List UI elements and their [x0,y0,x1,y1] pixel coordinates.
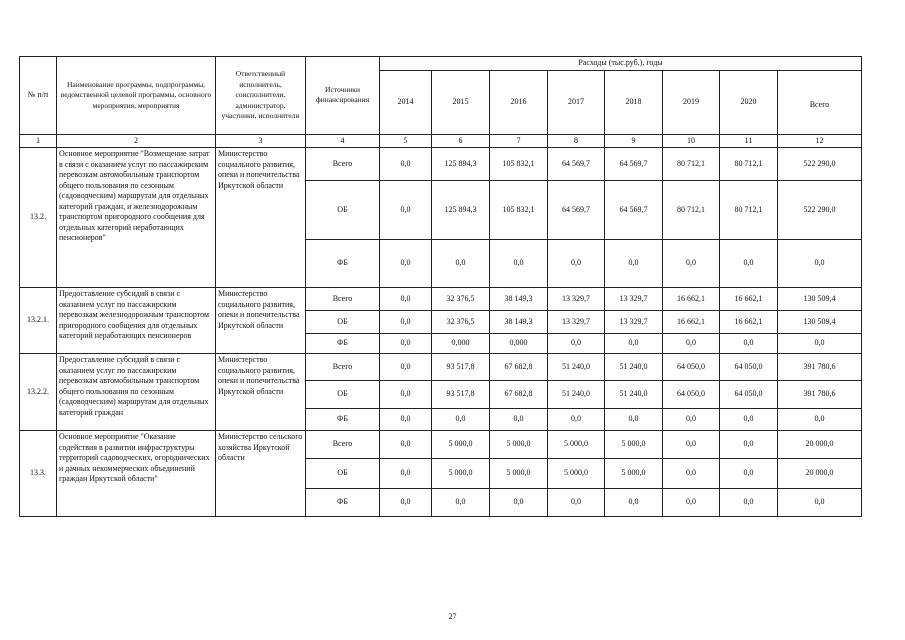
header-num: № п/п [20,57,57,135]
item-executor: Министерство социального развития, опеки и попечительства Иркутской области [216,288,306,354]
header-executor: Ответственный исполнитель, соисполнители, администратор, участники, исполнители [216,57,306,135]
year-value: 0,0 [490,489,548,517]
header-year: 2020 [720,70,778,134]
funding-source: ОБ [306,381,380,409]
year-value: 64 569,7 [605,181,663,240]
year-value: 80 712,1 [720,148,778,181]
total-value: 0,0 [778,409,862,431]
year-value: 105 832,1 [490,181,548,240]
column-number: 6 [432,134,490,148]
year-value: 0,0 [432,240,490,288]
total-value: 391 780,6 [778,381,862,409]
total-value: 0,0 [778,334,862,354]
year-value: 13 329,7 [605,311,663,334]
year-value: 5 000,0 [548,459,605,489]
year-value: 0,0 [720,240,778,288]
header-year: 2017 [548,70,605,134]
year-value: 13 329,7 [605,288,663,311]
year-value: 5 000,0 [548,431,605,459]
total-value: 522 290,0 [778,148,862,181]
year-value: 93 517,8 [432,354,490,381]
total-value: 130 509,4 [778,311,862,334]
item-number: 13.2.1. [20,288,57,354]
column-number: 9 [605,134,663,148]
year-value: 0,0 [720,459,778,489]
year-value: 64 569,7 [548,148,605,181]
item-name: Предоставление субсидий в связи с оказанием услуг по пассажирским перевозкам железнодорожным транспортом пригородного сообщения для отдельных категорий неработающих пенсионеров [57,288,216,354]
total-value: 20 000,0 [778,459,862,489]
year-value: 0,0 [380,354,432,381]
funding-source: Всего [306,354,380,381]
year-value: 64 569,7 [548,181,605,240]
header-year: 2018 [605,70,663,134]
year-value: 0,0 [380,288,432,311]
year-value: 0,0 [432,409,490,431]
year-value: 80 712,1 [663,181,720,240]
year-value: 64 050,0 [720,354,778,381]
table-row [20,148,862,181]
year-value: 0,0 [548,489,605,517]
item-number: 13.2.2. [20,354,57,431]
funding-source: ОБ [306,459,380,489]
year-value: 38 149,3 [490,288,548,311]
column-number: 11 [720,134,778,148]
year-value: 0,0 [663,240,720,288]
header-year: 2015 [432,70,490,134]
year-value: 5 000,0 [432,431,490,459]
year-value: 0,0 [548,409,605,431]
year-value: 0,0 [380,311,432,334]
column-number: 4 [306,134,380,148]
funding-source: Всего [306,288,380,311]
year-value: 64 050,0 [720,381,778,409]
column-number: 2 [57,134,216,148]
table-header [20,57,862,148]
year-value: 51 240,0 [605,354,663,381]
year-value: 0,0 [432,489,490,517]
item-name: Основное мероприятие "Возмещение затрат в связи с оказанием услуг по пассажирским перевозкам автомобильным транспортом общего пользования по сезонным (садоводческим) маршрутам для отдельных категорий граждан, и железнодорожным транспортом пригородного сообщения для отдельных категорий неработающих пенсионеров" [57,148,216,288]
header-name: Наименование программы, подпрограммы, ведомственной целевой программы, основного мероприятия, мероприятия [57,57,216,135]
year-value: 5 000,0 [490,431,548,459]
year-value: 0,0 [663,409,720,431]
funding-source: ФБ [306,240,380,288]
year-value: 67 682,8 [490,354,548,381]
year-value: 0,0 [605,409,663,431]
total-value: 0,0 [778,240,862,288]
year-value: 0,0 [380,431,432,459]
item-executor: Министерство социального развития, опеки и попечительства Иркутской области [216,354,306,431]
year-value: 0,0 [380,489,432,517]
year-value: 0,0 [380,459,432,489]
column-number: 12 [778,134,862,148]
year-value: 32 376,5 [432,288,490,311]
item-executor: Министерство социального развития, опеки и попечительства Иркутской области [216,148,306,288]
year-value: 5 000,0 [490,459,548,489]
year-value: 0,0 [605,334,663,354]
column-numbers-row [20,134,862,148]
year-value: 0,0 [605,489,663,517]
year-value: 38 149,3 [490,311,548,334]
year-value: 5 000,0 [605,459,663,489]
item-number: 13.2. [20,148,57,288]
year-value: 0,0 [380,181,432,240]
total-value: 0,0 [778,489,862,517]
total-value: 391 780,6 [778,354,862,381]
funding-source: Всего [306,431,380,459]
header-year: 2019 [663,70,720,134]
year-value: 0,0 [720,409,778,431]
total-value: 522 290,0 [778,181,862,240]
header-total: Всего [778,70,862,134]
year-value: 0,0 [548,334,605,354]
year-value: 0,0 [720,334,778,354]
year-value: 105 832,1 [490,148,548,181]
year-value: 64 569,7 [605,148,663,181]
header-expenses: Расходы (тыс.руб.), годы [380,57,862,71]
header-source: Источники финансирования [306,57,380,135]
item-number: 13.3. [20,431,57,517]
year-value: 125 894,3 [432,181,490,240]
year-value: 0,0 [720,431,778,459]
header-year: 2016 [490,70,548,134]
year-value: 0,0 [380,381,432,409]
table-row [20,354,862,381]
year-value: 0,0 [380,240,432,288]
funding-source: Всего [306,148,380,181]
year-value: 93 517,8 [432,381,490,409]
budget-table [19,56,862,517]
total-value: 130 509,4 [778,288,862,311]
year-value: 51 240,0 [605,381,663,409]
year-value: 125 894,3 [432,148,490,181]
year-value: 5 000,0 [605,431,663,459]
item-name: Основное мероприятие "Оказание содействия в развитии инфраструктуры территорий садоводческих, огороднических и дачных некоммерческих объединений граждан Иркутской области" [57,431,216,517]
year-value: 13 329,7 [548,311,605,334]
year-value: 0,0 [720,489,778,517]
funding-source: ОБ [306,181,380,240]
item-name: Предоставление субсидий в связи с оказанием услуг по пассажирским перевозкам автомобильным транспортом общего пользования по сезонным (садоводческим) маршрутам для отдельных категорий граждан [57,354,216,431]
year-value: 67 682,8 [490,381,548,409]
year-value: 13 329,7 [548,288,605,311]
year-value: 0,0 [490,240,548,288]
table-body [20,148,862,517]
table-row [20,431,862,459]
year-value: 32 376,5 [432,311,490,334]
year-value: 0,000 [490,334,548,354]
funding-source: ФБ [306,334,380,354]
year-value: 64 050,0 [663,354,720,381]
column-number: 8 [548,134,605,148]
funding-source: ФБ [306,409,380,431]
year-value: 16 662,1 [720,288,778,311]
total-value: 20 000,0 [778,431,862,459]
year-value: 51 240,0 [548,354,605,381]
funding-source: ОБ [306,311,380,334]
year-value: 0,0 [605,240,663,288]
year-value: 80 712,1 [720,181,778,240]
year-value: 0,0 [663,489,720,517]
year-value: 0,0 [663,334,720,354]
year-value: 0,0 [490,409,548,431]
header-year: 2014 [380,70,432,134]
column-number: 3 [216,134,306,148]
year-value: 0,0 [380,409,432,431]
page-number: 27 [448,612,457,621]
column-number: 10 [663,134,720,148]
column-number: 5 [380,134,432,148]
year-value: 0,0 [663,431,720,459]
column-number: 1 [20,134,57,148]
year-value: 5 000,0 [432,459,490,489]
year-value: 16 662,1 [663,288,720,311]
year-value: 0,0 [380,334,432,354]
year-value: 51 240,0 [548,381,605,409]
column-number: 7 [490,134,548,148]
year-value: 64 050,0 [663,381,720,409]
year-value: 0,0 [663,459,720,489]
year-value: 16 662,1 [720,311,778,334]
year-value: 0,000 [432,334,490,354]
year-value: 16 662,1 [663,311,720,334]
funding-source: ФБ [306,489,380,517]
year-value: 0,0 [548,240,605,288]
table-row [20,288,862,311]
item-executor: Министерство сельского хозяйства Иркутской области [216,431,306,517]
year-value: 0,0 [380,148,432,181]
year-value: 80 712,1 [663,148,720,181]
